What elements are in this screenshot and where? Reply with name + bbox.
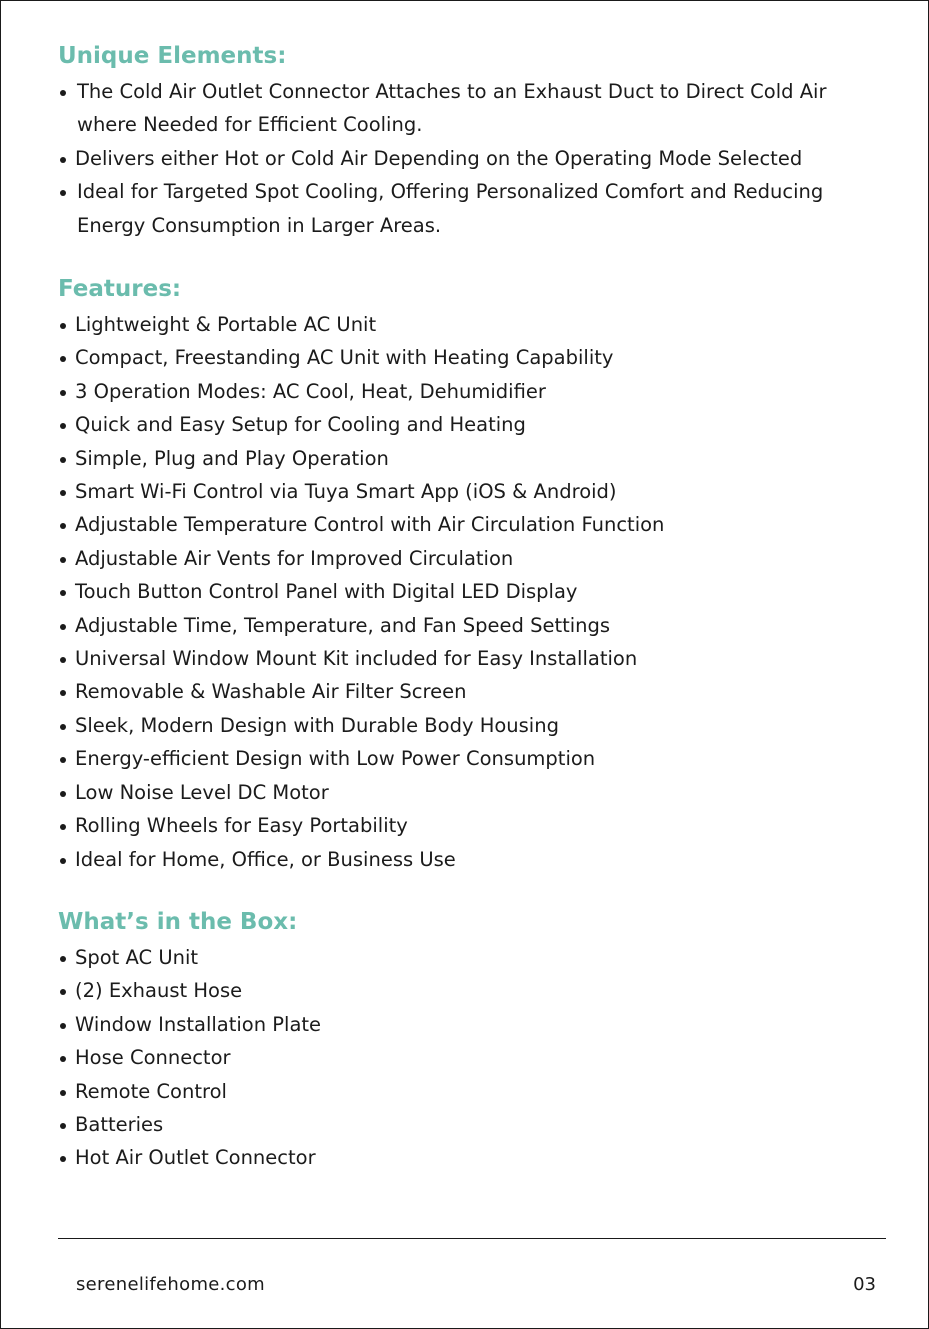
list-item-text: Ideal for Home, Office, or Business Use [75,847,456,871]
list-item [58,575,888,608]
list-item-text: Rolling Wheels for Easy Portability [75,814,408,838]
list-item [58,375,888,408]
bullet-icon [60,858,66,864]
list-item-text: Universal Window Mount Kit included for Easy Installation [75,647,638,671]
bullet-icon [60,724,66,730]
bullet-icon [60,390,66,396]
bullet-icon [60,1090,66,1096]
list-item-text: 3 Operation Modes: AC Cool, Heat, Dehumidifier [75,379,546,403]
list-item-text: Simple, Plug and Play Operation [75,446,389,470]
list-item [58,1008,888,1041]
list-item [58,341,888,374]
in-the-box-section [58,907,888,1175]
list-item [58,1141,888,1174]
list-item-text: Batteries [75,1113,164,1137]
list-item-text: The Cold Air Outlet Connector Attaches to an Exhaust Duct to Direct Cold Air where Needed for Efficient Cooling. [77,80,827,137]
list-item-text: Energy-efficient Design with Low Power Consumption [75,747,596,771]
list-item-text: Hot Air Outlet Connector [75,1146,316,1170]
list-item [58,809,888,842]
list-item [58,408,888,441]
list-item-text: (2) Exhaust Hose [75,979,243,1003]
unique-elements-heading: Unique Elements: [58,43,287,69]
bullet-icon [60,989,66,995]
bullet-icon [60,791,66,797]
features-list [58,308,888,876]
bullet-icon [60,757,66,763]
footer-website: serenelifehome.com [76,1274,266,1295]
list-item-text: Low Noise Level DC Motor [75,780,329,804]
unique-elements-list [58,75,888,242]
in-the-box-heading: What’s in the Box: [58,909,298,935]
list-item [58,542,888,575]
list-item [58,776,888,809]
list-item-text: Ideal for Targeted Spot Cooling, Offering Personalized Comfort and Reducing Energy Consumption in Larger Areas. [77,180,824,237]
list-item [58,675,888,708]
list-item-text: Adjustable Air Vents for Improved Circulation [75,546,514,570]
bullet-icon [60,590,66,596]
features-section [58,274,888,876]
bullet-icon [60,1023,66,1029]
list-item [58,442,888,475]
list-item-text: Remote Control [75,1079,227,1103]
bullet-icon [60,457,66,463]
bullet-icon [60,423,66,429]
bullet-icon [60,90,66,96]
list-item [58,609,888,642]
list-item [58,308,888,341]
list-item-text: Smart Wi-Fi Control via Tuya Smart App (iOS & Android) [75,480,617,504]
bullet-icon [60,323,66,329]
list-item [58,941,888,974]
page-number: 03 [853,1274,876,1295]
bullet-icon [60,157,66,163]
list-item [58,475,888,508]
list-item-text: Delivers either Hot or Cold Air Depending on the Operating Mode Selected [75,146,803,170]
bullet-icon [60,824,66,830]
list-item [58,175,888,242]
bullet-icon [60,1123,66,1129]
bullet-icon [60,657,66,663]
list-item-text: Quick and Easy Setup for Cooling and Heating [75,413,526,437]
list-item-text: Lightweight & Portable AC Unit [75,313,377,336]
list-item [58,75,888,142]
list-item [58,1108,888,1141]
unique-elements-section [58,41,888,242]
bullet-icon [60,956,66,962]
list-item [58,843,888,876]
bullet-icon [60,690,66,696]
list-item [58,709,888,742]
bullet-icon [60,557,66,563]
list-item [58,508,888,541]
list-item-text: Adjustable Temperature Control with Air Circulation Function [75,513,665,537]
list-item-text: Adjustable Time, Temperature, and Fan Speed Settings [75,613,611,637]
list-item-text: Spot AC Unit [75,946,199,969]
list-item [58,642,888,675]
bullet-icon [60,1056,66,1062]
list-item-text: Window Installation Plate [75,1012,322,1036]
list-item-text: Hose Connector [75,1046,231,1070]
list-item-text: Removable & Washable Air Filter Screen [75,680,467,704]
bullet-icon [60,356,66,362]
bullet-icon [60,624,66,630]
list-item [58,974,888,1007]
list-item [58,1041,888,1074]
bullet-icon [60,490,66,496]
bullet-icon [60,190,66,196]
list-item-text: Touch Button Control Panel with Digital LED Display [75,580,578,604]
footer-divider [58,1238,886,1239]
in-the-box-list [58,941,888,1175]
list-item-text: Sleek, Modern Design with Durable Body Housing [75,713,559,737]
list-item-text: Compact, Freestanding AC Unit with Heating Capability [75,346,614,370]
features-heading: Features: [58,276,182,302]
bullet-icon [60,1156,66,1162]
list-item [58,1075,888,1108]
list-item [58,742,888,775]
list-item [58,142,888,175]
bullet-icon [60,523,66,529]
